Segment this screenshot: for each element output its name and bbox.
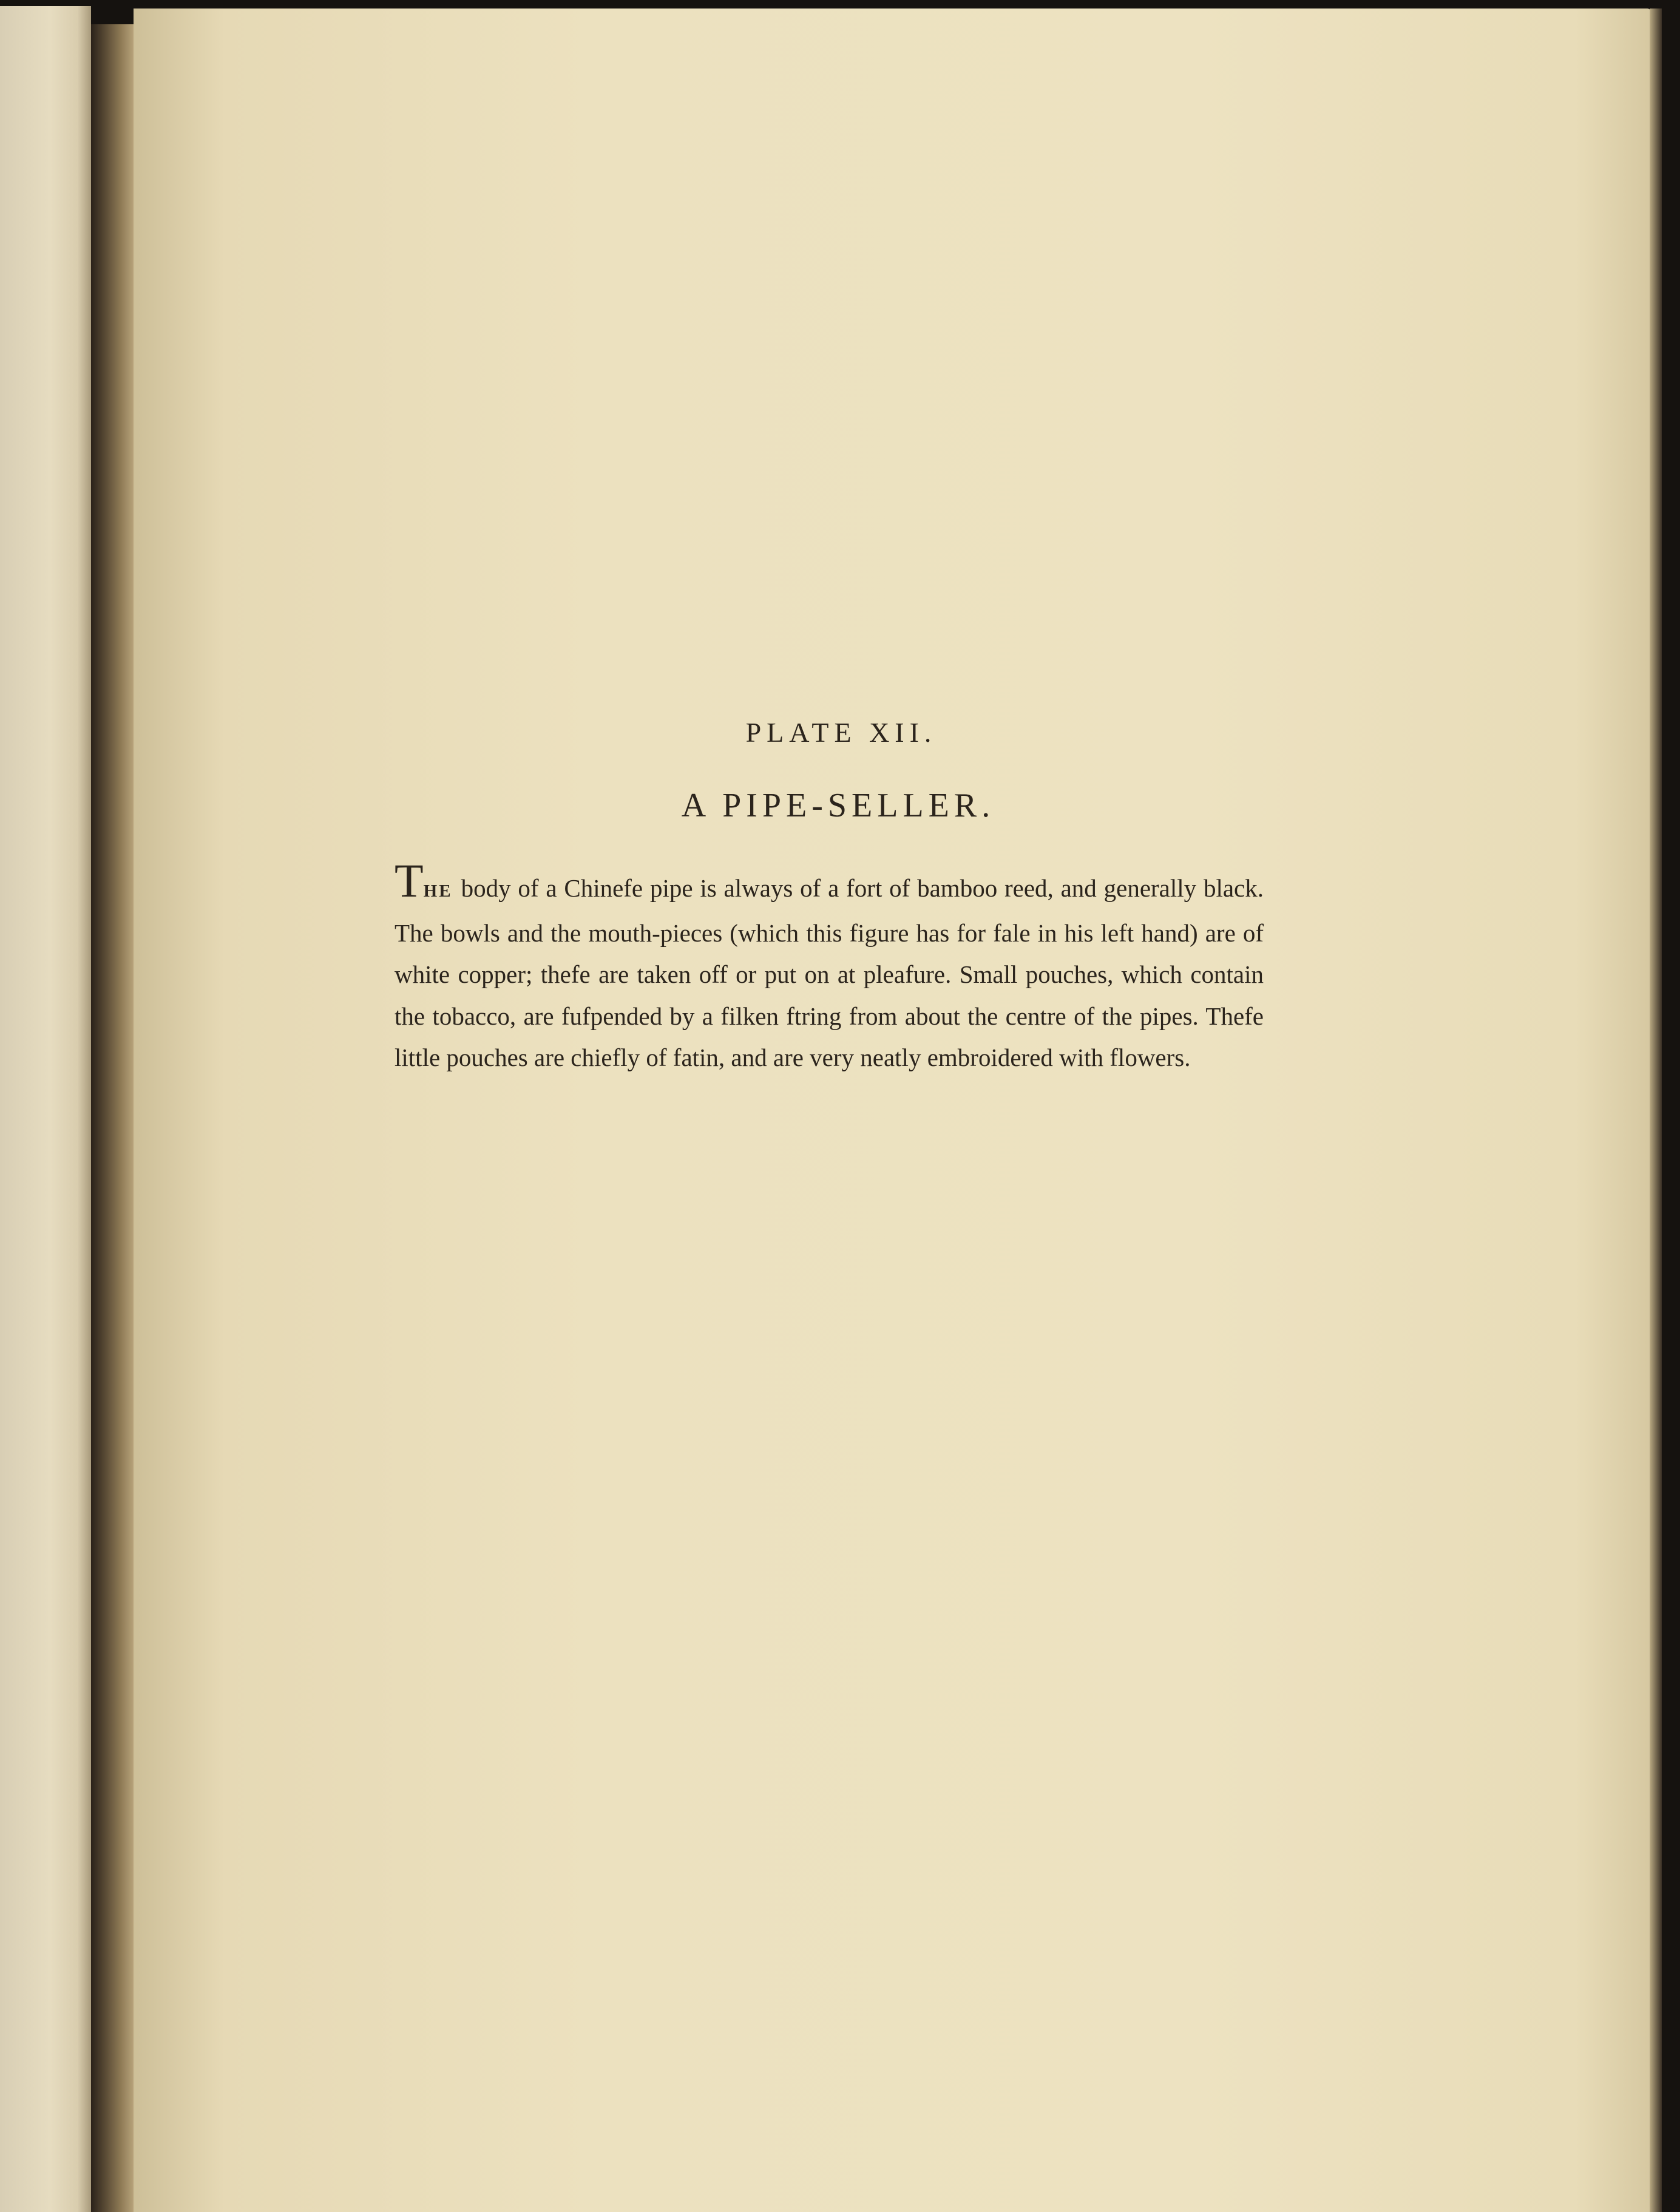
body-text: body of a Chinefe pipe is always of a fort of bamboo reed, and generally black. The bowls and the mouth-pieces (which this figure has for fale in his left hand) are of white copper; thefe are taken off or put on at pleafure. Small pouches, which contain the tobacco, are fufpended by a filken ftring from about the centre of the pipes. Thefe little pouches are chiefly of fatin, and are very neatly embroidered with flowers. <box>395 874 1264 1071</box>
page-outer-edge <box>1650 8 1662 2212</box>
book-gutter <box>91 24 134 2212</box>
body-paragraph <box>395 854 1264 1079</box>
facing-page-edge <box>0 6 91 2212</box>
page <box>134 8 1651 2212</box>
plate-label: PLATE XII. <box>745 717 937 748</box>
plate-title: A PIPE-SELLER. <box>681 787 995 824</box>
drop-cap: T <box>395 854 424 907</box>
lead-in-small-caps: HE <box>423 881 453 901</box>
text-block <box>395 716 1264 1079</box>
